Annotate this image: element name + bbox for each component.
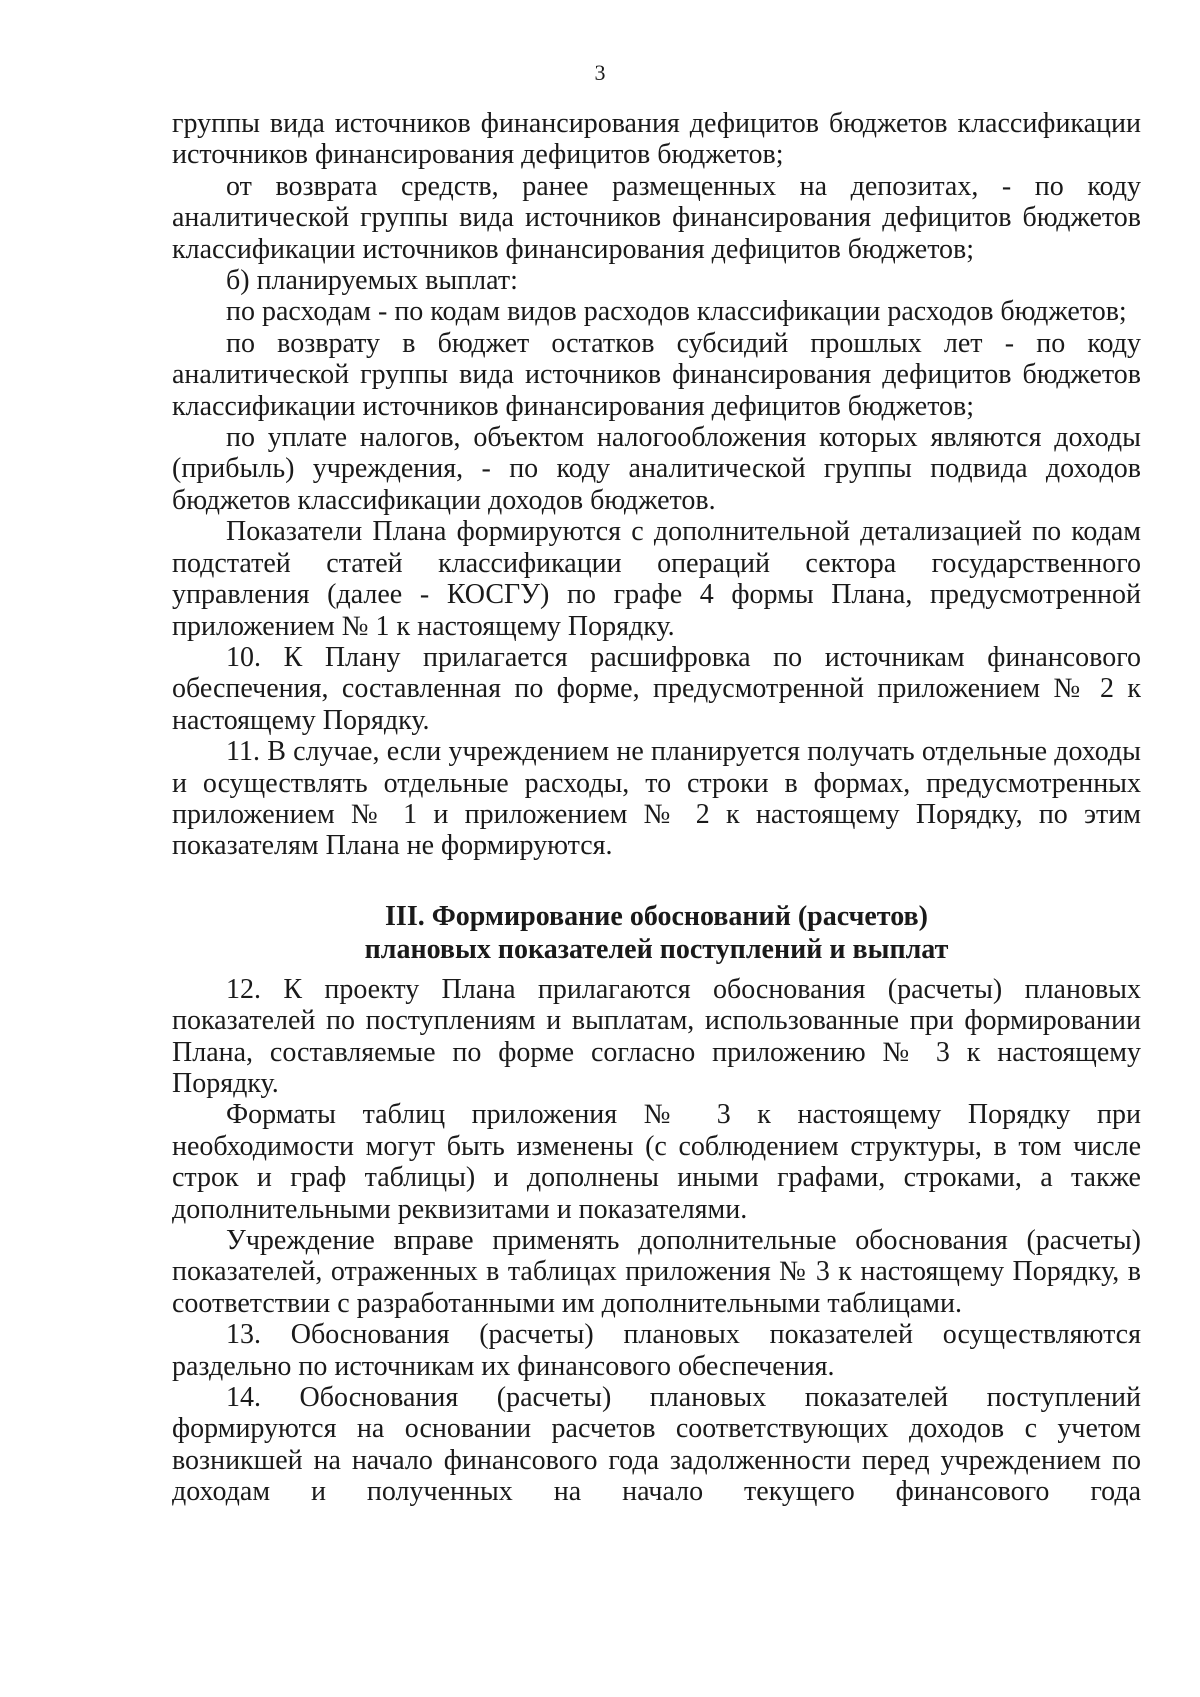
section-heading-line-1: III. Формирование обоснований (расчетов) [385, 900, 928, 932]
paragraph: по расходам - по кодам видов расходов классификации расходов бюджетов; [226, 296, 1127, 328]
paragraph: 14. Обоснования (расчеты) плановых показателей поступлений формируются на основании расчетов соответствующих доходов с учетом возникшей на начало финансового года задолженности перед учреждением по доходам и полученных на начало текущего финансового года [172, 1382, 1141, 1508]
paragraph: от возврата средств, ранее размещенных на депозитах, - по коду аналитической группы вида источников финансирования дефицитов бюджетов классификации источников финансирования дефицитов бюджетов; [172, 170, 1141, 265]
paragraph: по уплате налогов, объектом налогообложения которых являются доходы (прибыль) учреждения, - по коду аналитической группы подвида доходов бюджетов классификации доходов бюджетов. [172, 422, 1141, 516]
paragraph: 10. К Плану прилагается расшифровка по источникам финансового обеспечения, составленная по форме, предусмотренной приложением № 2 к настоящему Порядку. [172, 641, 1141, 736]
paragraph: по возврату в бюджет остатков субсидий прошлых лет - по коду аналитической группы вида источников финансирования дефицитов бюджетов классификации источников финансирования дефицитов бюджетов; [172, 327, 1141, 422]
paragraph: 12. К проекту Плана прилагаются обоснования (расчеты) плановых показателей по поступлениям и выплатам, использованные при формировании Плана, составляемые по форме согласно приложению № 3 к настоящему Порядку. [172, 973, 1141, 1099]
paragraph: группы вида источников финансирования дефицитов бюджетов классификации источников финансирования дефицитов бюджетов; [172, 108, 1141, 171]
paragraph: Показатели Плана формируются с дополнительной детализацией по кодам подстатей статей классификации операций сектора государственного управления (далее - КОСГУ) по графе 4 формы Плана, предусмотренной приложением № 1 к настоящему Порядку. [172, 516, 1141, 642]
paragraph: Учреждение вправе применять дополнительные обоснования (расчеты) показателей, отраженных в таблицах приложения № 3 к настоящему Порядку, в соответствии с разработанными им дополнительными таблицами. [172, 1225, 1141, 1319]
paragraphs-after [172, 974, 1141, 1508]
document-body [172, 108, 1141, 1508]
paragraph: 11. В случае, если учреждением не планируется получать отдельные доходы и осуществлять отдельные расходы, то строки в формах, предусмотренных приложением № 1 и приложением № 2 к настоящему Порядку, по этим показателям Плана не формируются. [172, 736, 1141, 862]
page-number: 3 [594, 60, 606, 85]
section-heading [172, 900, 1141, 966]
paragraph: Форматы таблиц приложения № 3 к настоящему Порядку при необходимости могут быть изменены (с соблюдением структуры, в том числе строк и граф таблицы) и дополнены иными графами, строками, а также дополнительными реквизитами и показателями. [172, 1099, 1141, 1225]
paragraph: 13. Обоснования (расчеты) плановых показателей осуществляются раздельно по источникам их финансового обеспечения. [172, 1319, 1141, 1382]
section-heading-line-2: плановых показателей поступлений и выплат [364, 933, 949, 965]
paragraph: б) планируемых выплат: [226, 265, 518, 297]
paragraphs-before [172, 108, 1141, 862]
